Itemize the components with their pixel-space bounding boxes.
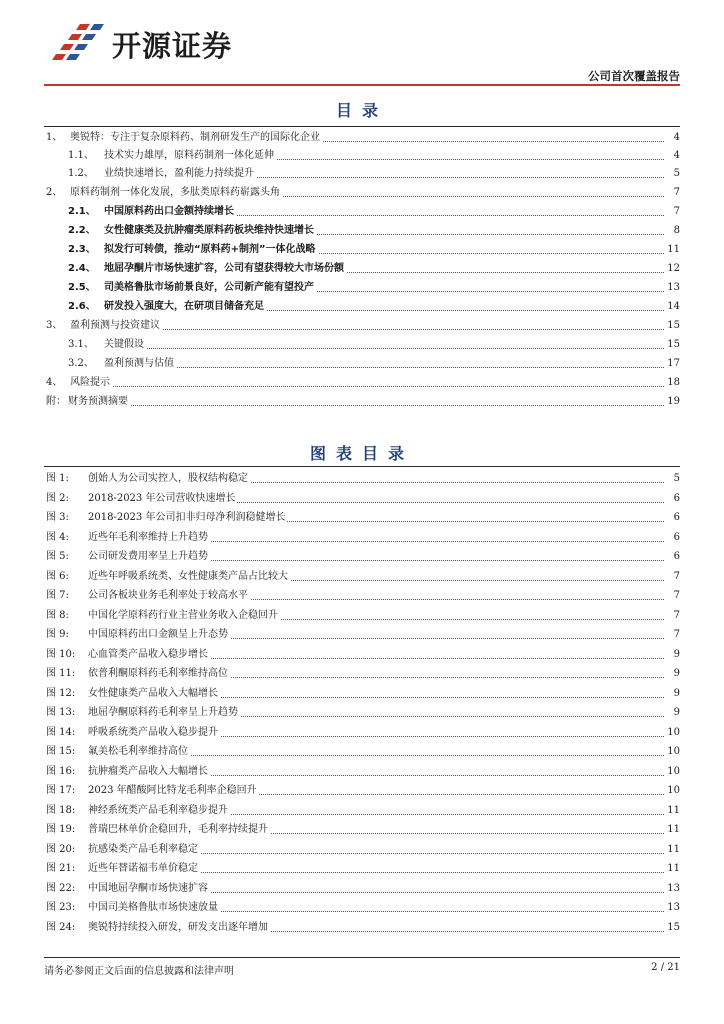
figure-entry-label — [46, 743, 190, 761]
toc-entry[interactable] — [0, 241, 724, 259]
figure-entry-number: 图 23: — [46, 902, 76, 913]
toc-entry-label — [46, 317, 162, 335]
figure-entry-number: 图 21: — [46, 863, 76, 874]
toc-entry-page: 18 — [665, 374, 680, 392]
figure-entry-label — [46, 548, 210, 566]
toc-entry-number: 2.3、 — [68, 244, 96, 255]
figure-entry-page: 7 — [672, 568, 680, 586]
figure-entry-number: 图 12: — [46, 688, 76, 699]
figure-entry[interactable] — [0, 860, 724, 878]
figure-entry-label — [46, 880, 210, 898]
toc-entry-page: 7 — [672, 184, 680, 202]
figure-entry-text: 2023 年醋酸阿比特龙毛利率企稳回升 — [88, 785, 257, 796]
toc-title-divider — [44, 126, 680, 127]
figure-entry[interactable] — [0, 919, 724, 937]
figure-entry-label — [46, 490, 237, 508]
figure-entry-text: 近些年毛利率维持上升趋势 — [88, 532, 208, 543]
toc-entry-text: 业绩快速增长，盈利能力持续提升 — [104, 168, 254, 179]
figure-entry-page: 6 — [672, 490, 680, 508]
toc-leader-dots — [46, 386, 664, 387]
figure-entry-page: 5 — [672, 470, 680, 488]
figure-entry-page: 11 — [665, 802, 680, 820]
figure-entry[interactable] — [0, 802, 724, 820]
toc-entry-page: 5 — [672, 165, 680, 183]
toc-entry-label — [68, 147, 276, 165]
toc-entry-page: 4 — [672, 147, 680, 165]
toc-entry-number: 2.2、 — [68, 225, 96, 236]
figure-entry-text: 2018-2023 年公司扣非归母净利润稳健增长 — [88, 512, 286, 523]
toc-entry-text: 拟发行可转债，推动“原料药+制剂”一体化战略 — [104, 244, 316, 255]
figure-entry-text: 2018-2023 年公司营收快速增长 — [88, 493, 236, 504]
toc-entry-text: 司美格鲁肽市场前景良好，公司新产能有望投产 — [104, 282, 314, 293]
figure-entry[interactable] — [0, 646, 724, 664]
figure-entry-text: 抗肿瘤类产品收入大幅增长 — [88, 766, 208, 777]
figure-entry-number: 图 15: — [46, 746, 76, 757]
figure-entry-text: 中国化学原料药行业主营业务收入企稳回升 — [88, 610, 278, 621]
toc-entry-label — [68, 336, 146, 354]
toc-entry-page: 4 — [672, 129, 680, 147]
figure-entry-page: 11 — [665, 841, 680, 859]
figure-entry-text: 公司各板块业务毛利率处于较高水平 — [88, 590, 248, 601]
toc-entry-label — [46, 184, 282, 202]
figure-entry[interactable] — [0, 568, 724, 586]
figure-entry-number: 图 10: — [46, 649, 76, 660]
figure-entry-number: 图 13: — [46, 707, 76, 718]
figure-entry-label — [46, 509, 287, 527]
toc-entry-page: 11 — [665, 241, 680, 259]
figure-entry-page: 13 — [665, 880, 680, 898]
company-name: 开源证券 — [112, 28, 233, 63]
toc-entry[interactable] — [0, 184, 724, 202]
toc-entry-text: 风险提示 — [70, 377, 110, 388]
figure-entry[interactable] — [0, 470, 724, 488]
figure-entry[interactable] — [0, 724, 724, 742]
figure-entry-text: 地屈孕酮原料药毛利率呈上升趋势 — [88, 707, 238, 718]
toc-entry-text: 研发投入强度大，在研项目储备充足 — [104, 301, 264, 312]
toc-entry-text: 关键假设 — [104, 339, 144, 350]
toc-entry-page: 17 — [665, 355, 680, 373]
figure-entry-number: 图 20: — [46, 844, 76, 855]
figure-entry-text: 近些年替诺福韦单价稳定 — [88, 863, 198, 874]
figure-entry-label — [46, 646, 210, 664]
toc-entry-text: 中国原料药出口金额持续增长 — [104, 206, 234, 217]
toc-entry-page: 12 — [665, 260, 680, 278]
toc-entry-page: 14 — [665, 298, 680, 316]
figure-entry[interactable] — [0, 509, 724, 527]
figure-entry-label — [46, 626, 230, 644]
toc-entry-number: 附： — [46, 396, 66, 407]
figure-entry-number: 图 8: — [46, 610, 69, 621]
figure-entry-label — [46, 587, 250, 605]
toc-entry-number: 3.2、 — [68, 358, 94, 369]
toc-entry-number: 3、 — [46, 320, 63, 331]
toc-entry-page: 8 — [672, 222, 680, 240]
toc-entry-label — [68, 165, 256, 183]
toc-entry-text: 女性健康类及抗肿瘤类原料药板块维持快速增长 — [104, 225, 314, 236]
figure-entry-page: 10 — [665, 743, 680, 761]
figure-entry-text: 女性健康类产品收入大幅增长 — [88, 688, 218, 699]
figure-entry[interactable] — [0, 841, 724, 859]
figure-entry[interactable] — [0, 899, 724, 917]
figure-entry-page: 9 — [672, 646, 680, 664]
toc-entry-page: 7 — [672, 203, 680, 221]
figure-entry[interactable] — [0, 880, 724, 898]
figure-entry-number: 图 4: — [46, 532, 69, 543]
figure-entry-page: 6 — [672, 529, 680, 547]
figure-entry-text: 心血管类产品收入稳步增长 — [88, 649, 208, 660]
figure-entry-page: 10 — [665, 724, 680, 742]
figure-entry-number: 图 7: — [46, 590, 69, 601]
figure-entry-page: 9 — [672, 665, 680, 683]
toc-entry-label — [68, 203, 236, 221]
figure-entry-text: 依普利酮原料药毛利率维持高位 — [88, 668, 228, 679]
figure-entry-label — [46, 782, 259, 800]
toc-entry-label — [46, 374, 112, 392]
toc-entry-label — [46, 129, 322, 147]
toc-entry-label — [68, 260, 346, 278]
figure-entry-text: 中国原料药出口金额呈上升态势 — [88, 629, 228, 640]
figure-entry-page: 7 — [672, 626, 680, 644]
figure-entry-label — [46, 860, 200, 878]
figure-entry-page: 9 — [672, 704, 680, 722]
toc-entry[interactable] — [0, 260, 724, 278]
figure-entry[interactable] — [0, 548, 724, 566]
figure-entry-label — [46, 568, 290, 586]
toc-entry[interactable] — [0, 165, 724, 183]
toc-entry-text: 原料药制剂一体化发展，多肽类原料药崭露头角 — [70, 187, 280, 198]
figure-entry-number: 图 24: — [46, 922, 76, 933]
figure-entry-label — [46, 607, 280, 625]
toc-entry-label — [68, 279, 316, 297]
figure-entry-number: 图 18: — [46, 805, 76, 816]
toc-entry[interactable] — [0, 147, 724, 165]
page-number: 2 / 21 — [651, 962, 680, 973]
toc-entry-number: 2.6、 — [68, 301, 96, 312]
figure-entry-number: 图 17: — [46, 785, 76, 796]
figure-entry-number: 图 5: — [46, 551, 69, 562]
figure-entry[interactable] — [0, 665, 724, 683]
toc-entry[interactable] — [0, 317, 724, 335]
figure-entry-number: 图 3: — [46, 512, 69, 523]
toc-entry-number: 3.1、 — [68, 339, 94, 350]
figure-entry-page: 7 — [672, 607, 680, 625]
toc-entry-page: 15 — [665, 336, 680, 354]
figure-entry-label — [46, 841, 200, 859]
figure-entry-page: 13 — [665, 899, 680, 917]
figure-entry-label — [46, 665, 230, 683]
figure-entry-page: 7 — [672, 587, 680, 605]
toc-entry[interactable] — [0, 279, 724, 297]
figure-entry-text: 抗感染类产品毛利率稳定 — [88, 844, 198, 855]
toc-entry-text: 奥锐特：专注于复杂原料药、制剂研发生产的国际化企业 — [70, 132, 320, 143]
toc-entry-page: 13 — [665, 279, 680, 297]
figure-entry-text: 氟美松毛利率维持高位 — [88, 746, 188, 757]
toc-entry-number: 1.1、 — [68, 150, 94, 161]
toc-entry-text: 财务预测摘要 — [68, 396, 128, 407]
toc-entry-text: 盈利预测与估值 — [104, 358, 174, 369]
figure-entry[interactable] — [0, 743, 724, 761]
toc-entry-number: 4、 — [46, 377, 63, 388]
toc-title: 目录 — [335, 101, 388, 120]
figure-entry-text: 奥锐特持续投入研发，研发支出逐年增加 — [88, 922, 268, 933]
toc-entry-label — [68, 241, 318, 259]
figure-entry-text: 普瑞巴林单价企稳回升，毛利率持续提升 — [88, 824, 268, 835]
toc-leader-dots — [68, 348, 664, 349]
toc-entry-page: 15 — [665, 317, 680, 335]
toc-entry-text: 盈利预测与投资建议 — [70, 320, 160, 331]
figure-entry[interactable] — [0, 821, 724, 839]
figure-entry-number: 图 19: — [46, 824, 76, 835]
figure-entry-page: 10 — [665, 782, 680, 800]
figure-entry-label — [46, 919, 270, 937]
toc-entry-number: 2.5、 — [68, 282, 96, 293]
figure-entry-page: 6 — [672, 509, 680, 527]
toc-entry[interactable] — [0, 355, 724, 373]
figures-title: 图表目录 — [309, 444, 414, 463]
figure-entry-number: 图 9: — [46, 629, 69, 640]
toc-leader-dots — [46, 405, 664, 406]
toc-entry-number: 1、 — [46, 132, 63, 143]
figure-entry-label — [46, 724, 220, 742]
logo-mark-icon — [52, 24, 106, 64]
figure-entry-text: 公司研发费用率呈上升趋势 — [88, 551, 208, 562]
figure-entry-page: 6 — [672, 548, 680, 566]
figure-entry-label — [46, 529, 210, 547]
figure-entry[interactable] — [0, 704, 724, 722]
toc-entry-label — [68, 355, 176, 373]
figure-entry-label — [46, 470, 250, 488]
figures-title-divider — [44, 466, 680, 467]
figure-entry-number: 图 11: — [46, 668, 76, 679]
toc-entry[interactable] — [0, 374, 724, 392]
toc-entry-text: 地屈孕酮片市场快速扩容，公司有望获得较大市场份额 — [104, 263, 344, 274]
toc-entry-page: 19 — [665, 393, 680, 411]
toc-entry-label — [46, 393, 130, 411]
footer-divider — [44, 957, 680, 958]
figure-entry-label — [46, 821, 270, 839]
toc-entry[interactable] — [0, 203, 724, 221]
figure-entry[interactable] — [0, 763, 724, 781]
toc-entry-number: 2.1、 — [68, 206, 96, 217]
figure-entry-page: 10 — [665, 763, 680, 781]
toc-entry[interactable] — [0, 222, 724, 240]
figure-entry-label — [46, 899, 220, 917]
figure-entry-label — [46, 685, 220, 703]
header-divider — [44, 84, 680, 86]
figure-entry-text: 创始人为公司实控人，股权结构稳定 — [88, 473, 248, 484]
figure-entry-text: 中国司美格鲁肽市场快速放量 — [88, 902, 218, 913]
report-type-label: 公司首次覆盖报告 — [588, 69, 680, 83]
company-logo — [52, 24, 232, 64]
figure-entry-text: 神经系统类产品毛利率稳步提升 — [88, 805, 228, 816]
figure-entry-label — [46, 802, 230, 820]
figure-entry[interactable] — [0, 685, 724, 703]
figure-entry-text: 呼吸系统类产品收入稳步提升 — [88, 727, 218, 738]
figure-entry-number: 图 14: — [46, 727, 76, 738]
figure-entry[interactable] — [0, 490, 724, 508]
toc-entry-label — [68, 298, 266, 316]
figure-entry[interactable] — [0, 626, 724, 644]
figure-entry[interactable] — [0, 782, 724, 800]
figure-entry-page: 11 — [665, 860, 680, 878]
toc-entry[interactable] — [0, 336, 724, 354]
toc-entry-text: 技术实力雄厚，原料药制剂一体化延伸 — [104, 150, 274, 161]
figure-entry[interactable] — [0, 607, 724, 625]
figure-entry[interactable] — [0, 587, 724, 605]
figure-entry-number: 图 16: — [46, 766, 76, 777]
figure-entry-number: 图 22: — [46, 883, 76, 894]
figure-entry-page: 9 — [672, 685, 680, 703]
figure-entry-number: 图 6: — [46, 571, 69, 582]
toc-entry-label — [68, 222, 316, 240]
figure-entry-label — [46, 704, 240, 722]
figure-entry-page: 15 — [665, 919, 680, 937]
toc-entry-number: 1.2、 — [68, 168, 94, 179]
toc-entry[interactable] — [0, 129, 724, 147]
figure-entry-number: 图 2: — [46, 493, 69, 504]
toc-entry-number: 2.4、 — [68, 263, 96, 274]
toc-entry[interactable] — [0, 298, 724, 316]
figure-entry[interactable] — [0, 529, 724, 547]
figure-entry-number: 图 1: — [46, 473, 69, 484]
toc-entry[interactable] — [0, 393, 724, 411]
figure-entry-label — [46, 763, 210, 781]
footer-disclaimer: 请务必参阅正文后面的信息披露和法律声明 — [44, 966, 234, 977]
figure-entry-page: 11 — [665, 821, 680, 839]
figure-entry-text: 中国地屈孕酮市场快速扩容 — [88, 883, 208, 894]
toc-entry-number: 2、 — [46, 187, 63, 198]
figure-entry-text: 近些年呼吸系统类、女性健康类产品占比较大 — [88, 571, 288, 582]
